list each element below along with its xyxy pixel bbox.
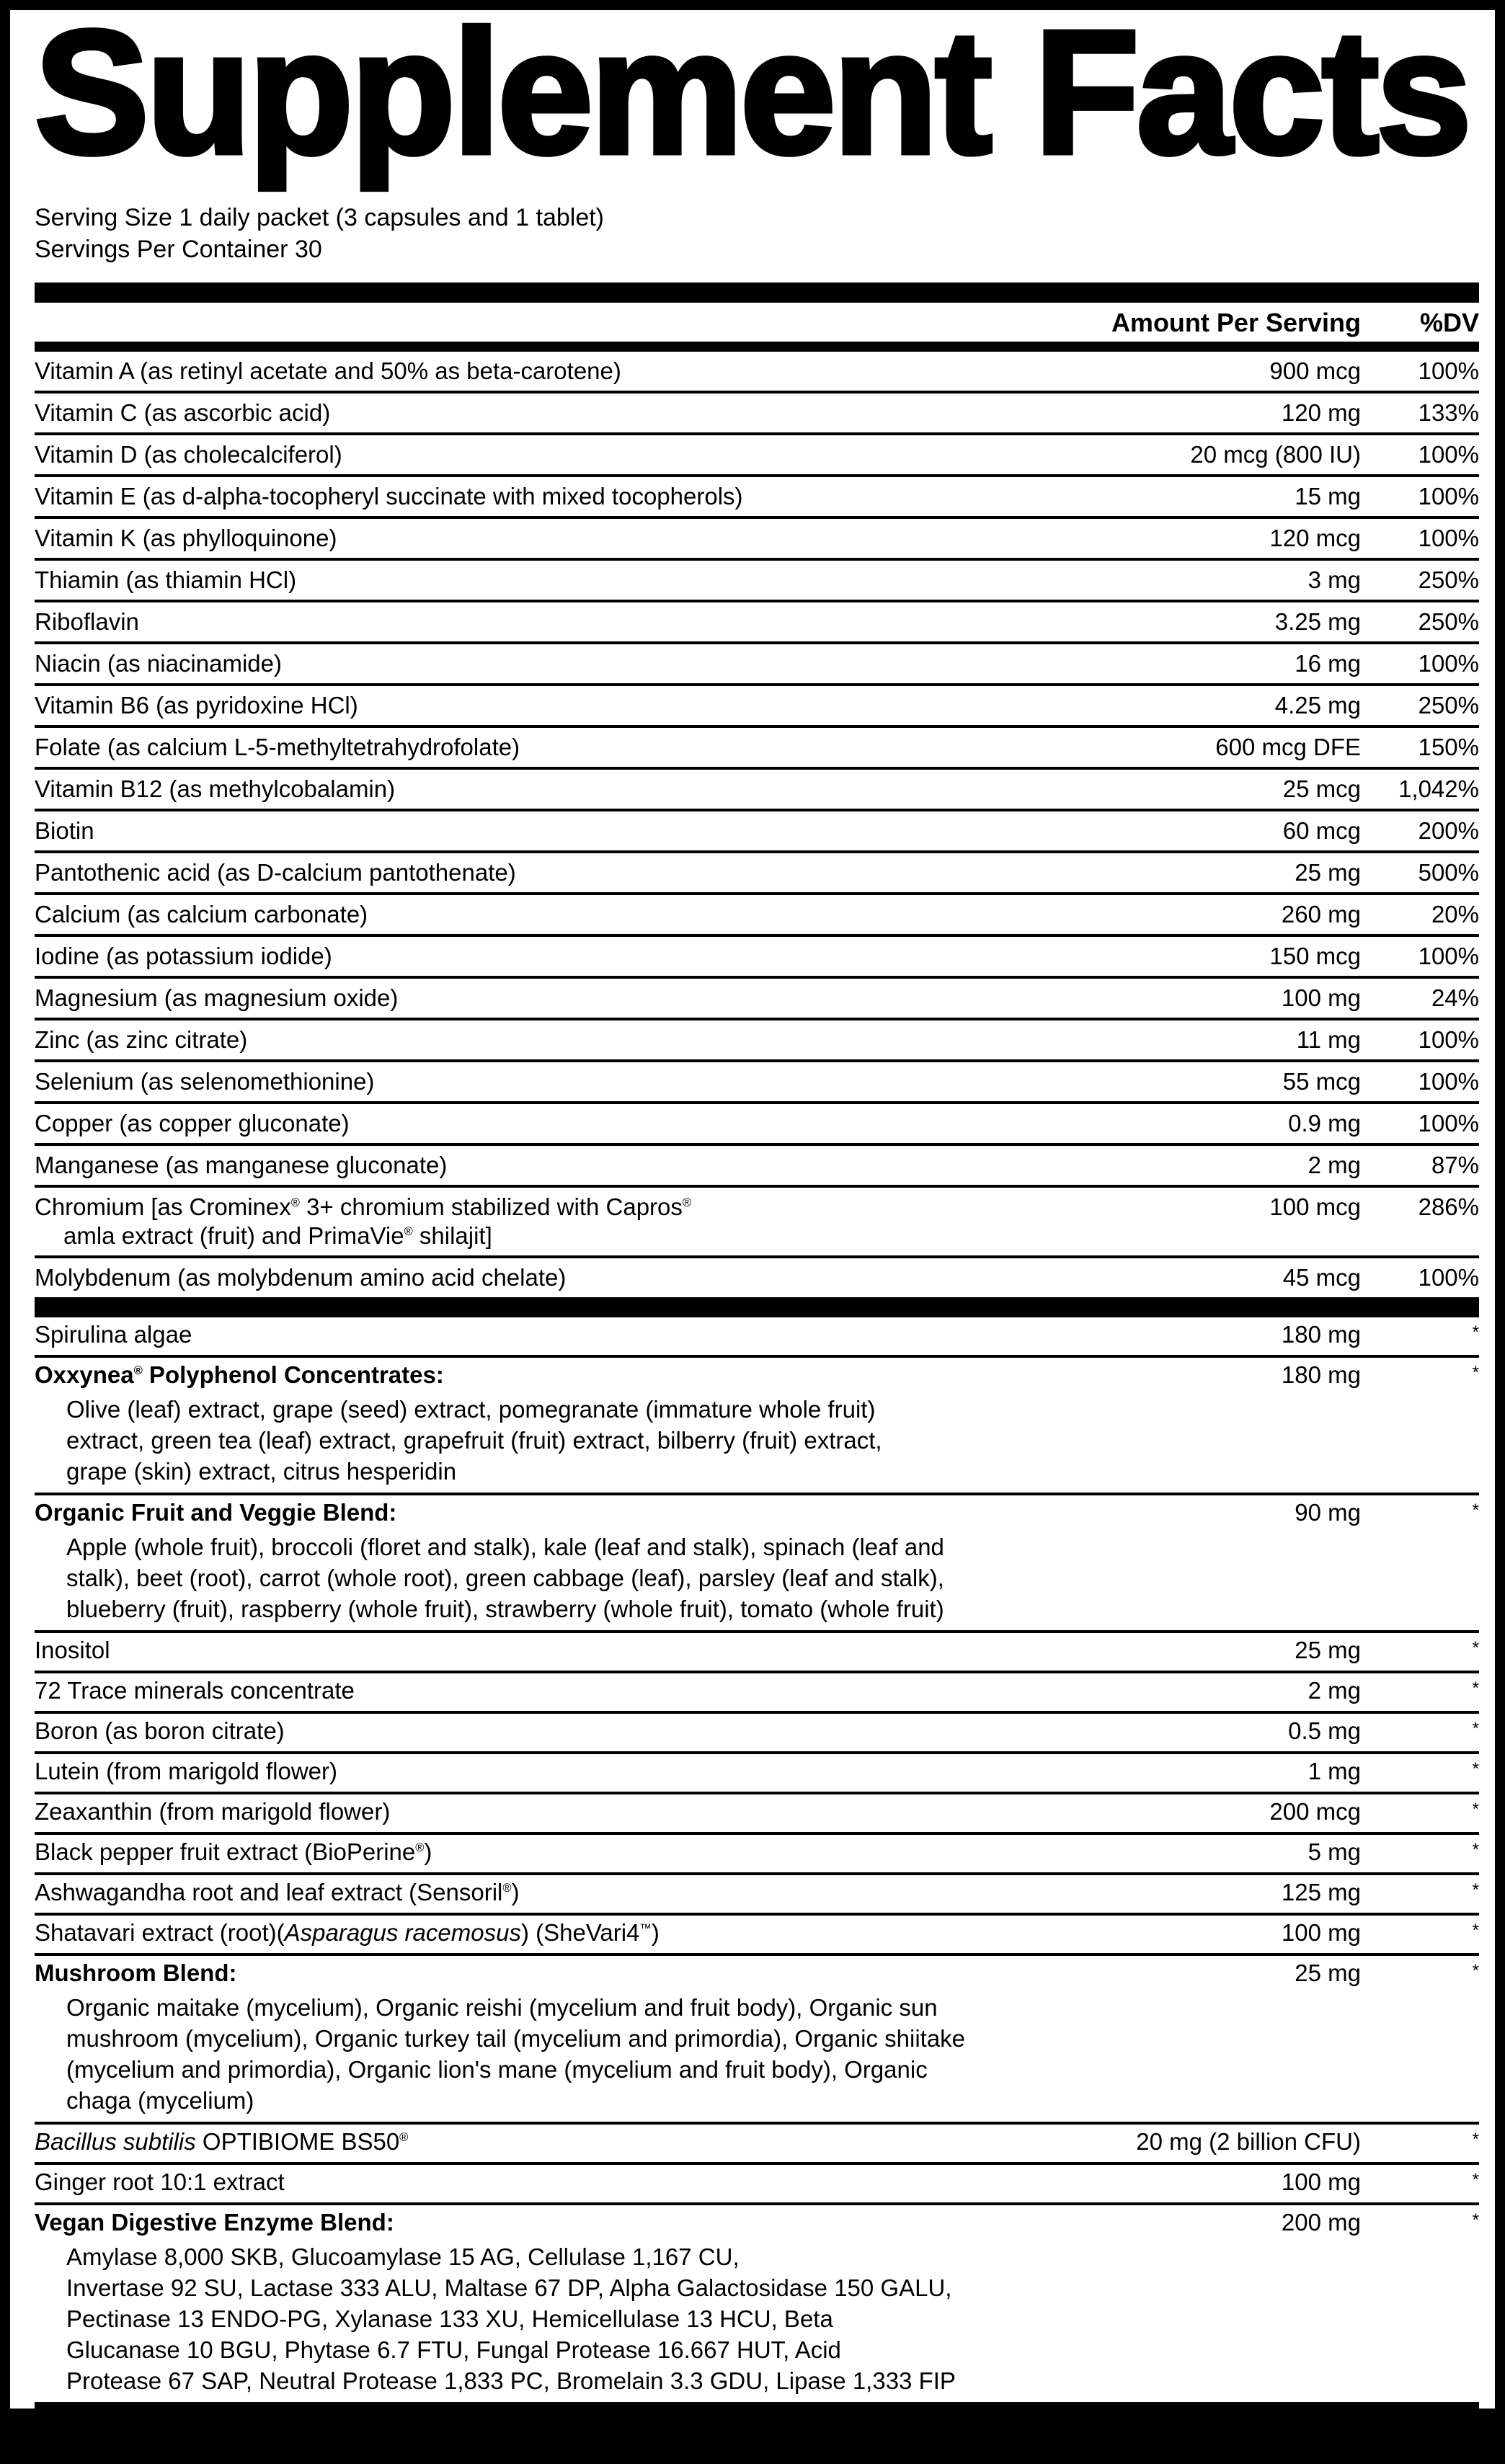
ingredient-amount: 20 mcg (800 IU) (1190, 441, 1361, 468)
dv-not-established-asterisk: * (1472, 1921, 1479, 1940)
ingredient-name: Lutein (from marigold flower) (35, 1758, 337, 1784)
ingredient-row-main (35, 775, 1479, 804)
ingredient-row-main (35, 1959, 1479, 1991)
ingredient-amount: 16 mg (1295, 650, 1361, 677)
ingredient-row (35, 728, 1479, 770)
ingredient-dv (1361, 2168, 1479, 2200)
ingredient-name: Bacillus subtilis OPTIBIOME BS50® (35, 2128, 409, 2155)
ingredient-dv: 250% (1418, 566, 1479, 593)
ingredient-row-main (35, 1109, 1479, 1138)
ingredient-row (35, 1020, 1479, 1062)
ingredient-row-main (35, 1193, 1479, 1250)
ingredient-table (35, 352, 1479, 2402)
ingredient-amount: 150 mcg (1269, 943, 1361, 969)
ingredient-dv: 200% (1418, 817, 1479, 844)
ingredient-amount: 260 mg (1281, 901, 1361, 928)
ingredient-name: Pantothenic acid (as D-calcium pantothenate) (35, 859, 516, 886)
ingredient-dv (1361, 2127, 1479, 2159)
dv-not-established-asterisk: * (1472, 1961, 1479, 1980)
ingredient-dv (1361, 1717, 1479, 1748)
ingredient-row (35, 1835, 1479, 1875)
ingredient-name: Oxxynea® Polyphenol Concentrates: (35, 1361, 444, 1388)
ingredient-row-main (35, 566, 1479, 595)
ingredient-row-main (35, 942, 1479, 971)
serving-size-line: Serving Size 1 daily packet (3 capsules and 1 tablet) (35, 204, 605, 231)
ingredient-row (35, 2165, 1479, 2205)
ingredient-row-main (35, 691, 1479, 720)
section-divider-bar (35, 1297, 1479, 1317)
ingredient-row-main (35, 1026, 1479, 1054)
ingredient-row (35, 1673, 1479, 1714)
ingredient-row-main (35, 2168, 1479, 2200)
ingredient-row (35, 770, 1479, 811)
ingredient-name: Vitamin B6 (as pyridoxine HCl) (35, 692, 358, 719)
ingredient-sub-ingredients: Amylase 8,000 SKB, Glucoamylase 15 AG, Cellulase 1,167 CU, Invertase 92 SU, Lactase 333 ALU, Maltase 67 DP, Alpha Galactosidase 150 GALU, Pectinase 13 ENDO-PG, Xylanase 133 XU, Hemicellulase 13 HCU, Beta Glucanase 10 BGU, Phytase 6.7 FTU, Fungal Protease 16.667 HUT, Acid Protease 67 SAP, Neutral Protease 1,833 PC, Bromelain 3.3 GDU, Lipase 1,333 FIP (66, 2243, 956, 2394)
ingredient-name: Copper (as copper gluconate) (35, 1110, 350, 1137)
supplement-facts-title (35, 0, 1473, 190)
ingredient-row (35, 1146, 1479, 1188)
ingredient-amount: 1 mg (1308, 1758, 1361, 1784)
ingredient-name: Vegan Digestive Enzyme Blend: (35, 2209, 394, 2236)
ingredient-row (35, 1358, 1479, 1495)
ingredient-name: Molybdenum (as molybdenum amino acid chelate) (35, 1264, 567, 1291)
ingredient-sub-ingredients: Organic maitake (mycelium), Organic reishi (mycelium and fruit body), Organic sun mushroom (mycelium), Organic turkey tail (mycelium and primordia), Organic shiitake (mycelium and primordia), Organic lion's mane (mycelium and fruit body), Organic chaga (mycelium) (66, 1994, 966, 2114)
ingredient-dv: 133% (1418, 399, 1479, 426)
ingredient-dv: 100% (1418, 1068, 1479, 1095)
ingredient-name: Vitamin E (as d-alpha-tocopheryl succinate with mixed tocopherols) (35, 483, 743, 510)
dv-not-established-asterisk: * (1472, 2210, 1479, 2230)
ingredient-dv: 24% (1431, 984, 1479, 1011)
ingredient-amount: 180 mg (1281, 1361, 1361, 1388)
page-title: Supplement Facts (35, 0, 1469, 190)
ingredient-dv: 87% (1431, 1152, 1479, 1178)
ingredient-row-main (35, 1797, 1479, 1829)
servings-per-container-line: Servings Per Container 30 (35, 236, 322, 263)
ingredient-row-main (35, 733, 1479, 762)
ingredient-amount: 45 mcg (1282, 1264, 1361, 1291)
ingredient-row-main (35, 1263, 1479, 1292)
ingredient-dv: 100% (1418, 943, 1479, 969)
ingredient-amount: 55 mcg (1282, 1068, 1361, 1095)
ingredient-row-main (35, 984, 1479, 1013)
ingredient-dv: 1,042% (1398, 775, 1479, 802)
ingredient-row-main (35, 608, 1479, 636)
ingredient-name: Organic Fruit and Veggie Blend: (35, 1499, 397, 1526)
ingredient-row (35, 1916, 1479, 1956)
dv-not-established-asterisk: * (1472, 1800, 1479, 1819)
ingredient-name: Inositol (35, 1637, 110, 1663)
ingredient-row-main (35, 817, 1479, 845)
ingredient-row (35, 602, 1479, 644)
ingredient-row-main (35, 1320, 1479, 1352)
ingredient-row-main (35, 399, 1479, 427)
ingredient-row (35, 811, 1479, 853)
ingredient-name: Magnesium (as magnesium oxide) (35, 984, 399, 1011)
ingredient-name: Mushroom Blend: (35, 1960, 237, 1986)
ingredient-row-main (35, 1838, 1479, 1869)
dv-column-header: %DV (1419, 308, 1479, 337)
ingredient-dv: 100% (1418, 650, 1479, 677)
ingredient-dv (1361, 1361, 1479, 1392)
ingredient-row (35, 853, 1479, 895)
ingredient-row (35, 1062, 1479, 1104)
ingredient-row (35, 1875, 1479, 1916)
ingredient-row (35, 1104, 1479, 1146)
ingredient-amount: 100 mg (1281, 1919, 1361, 1946)
ingredient-amount: 5 mg (1308, 1838, 1361, 1865)
ingredient-amount: 20 mg (2 billion CFU) (1136, 2128, 1361, 2155)
ingredient-dv: 500% (1418, 859, 1479, 886)
ingredient-row-main (35, 357, 1479, 386)
ingredient-row-main (35, 1067, 1479, 1096)
ingredient-row-main (35, 858, 1479, 887)
ingredient-name: Selenium (as selenomethionine) (35, 1068, 375, 1095)
ingredient-row (35, 1495, 1479, 1633)
ingredient-row-main (35, 1636, 1479, 1668)
column-header-divider-bar (35, 342, 1479, 352)
ingredient-row-main (35, 524, 1479, 553)
ingredient-row (35, 1714, 1479, 1754)
ingredient-amount: 125 mg (1281, 1879, 1361, 1905)
ingredient-amount: 2 mg (1308, 1677, 1361, 1704)
ingredient-row (35, 561, 1479, 602)
ingredient-name: Vitamin D (as cholecalciferol) (35, 441, 342, 468)
dv-not-established-asterisk: * (1472, 1840, 1479, 1859)
ingredient-amount: 25 mcg (1282, 775, 1361, 802)
ingredient-name: Spirulina algae (35, 1321, 192, 1348)
ingredient-row (35, 1794, 1479, 1835)
ingredient-row-main (35, 1717, 1479, 1748)
ingredient-name: Biotin (35, 817, 94, 844)
ingredient-dv: 100% (1418, 1110, 1479, 1137)
serving-info (35, 202, 1479, 265)
ingredient-row (35, 393, 1479, 435)
ingredient-row-main (35, 649, 1479, 678)
dv-not-established-asterisk: * (1472, 2170, 1479, 2189)
ingredient-name: Vitamin B12 (as methylcobalamin) (35, 775, 396, 802)
ingredient-amount: 3.25 mg (1274, 608, 1361, 635)
ingredient-row (35, 895, 1479, 937)
ingredient-sub-ingredients: Apple (whole fruit), broccoli (floret and stalk), kale (leaf and stalk), spinach (leaf and stalk), beet (root), carrot (whole root), green cabbage (leaf), parsley (leaf and stalk), blueberry (fruit), raspberry (whole fruit), strawberry (whole fruit), tomato (whole fruit) (66, 1534, 944, 1622)
ingredient-amount: 90 mg (1295, 1499, 1361, 1526)
ingredient-name: Vitamin C (as ascorbic acid) (35, 399, 331, 426)
ingredient-dv (1361, 1676, 1479, 1708)
ingredient-name: Shatavari extract (root)(Asparagus racemosus) (SheVari4™) (35, 1919, 660, 1946)
ingredient-row-main (35, 2127, 1479, 2159)
ingredient-dv: 100% (1418, 483, 1479, 510)
ingredient-dv (1361, 1320, 1479, 1352)
ingredient-name: Zinc (as zinc citrate) (35, 1026, 248, 1053)
ingredient-amount: 3 mg (1308, 566, 1361, 593)
ingredient-row-main (35, 1878, 1479, 1910)
ingredient-amount: 25 mg (1295, 1960, 1361, 1986)
ingredient-row-main (35, 1361, 1479, 1392)
ingredient-dv (1361, 1636, 1479, 1668)
ingredient-row-main (35, 1151, 1479, 1180)
ingredient-amount: 0.9 mg (1288, 1110, 1361, 1137)
dv-not-established-asterisk: * (1472, 1638, 1479, 1658)
ingredient-name: Vitamin A (as retinyl acetate and 50% as beta-carotene) (35, 357, 621, 384)
ingredient-amount: 2 mg (1308, 1152, 1361, 1178)
ingredient-row-main (35, 1676, 1479, 1708)
ingredient-dv (1361, 1838, 1479, 1869)
ingredient-row (35, 2125, 1479, 2165)
ingredient-row-main (35, 1918, 1479, 1950)
ingredient-amount: 100 mcg (1269, 1193, 1361, 1220)
dv-not-established-asterisk: * (1472, 1322, 1479, 1342)
ingredient-amount: 120 mg (1281, 399, 1361, 426)
ingredient-row (35, 1188, 1479, 1258)
ingredient-name: Thiamin (as thiamin HCl) (35, 566, 297, 593)
ingredient-amount: 200 mcg (1269, 1798, 1361, 1825)
ingredient-dv: 250% (1418, 608, 1479, 635)
ingredient-dv: 100% (1418, 357, 1479, 384)
ingredient-dv (1361, 1918, 1479, 1950)
header-divider-bar (35, 283, 1479, 303)
footnote-divider-bar (35, 2402, 1479, 2422)
ingredient-dv: 100% (1418, 1264, 1479, 1291)
dv-not-established-asterisk: * (1472, 1500, 1479, 1520)
dv-not-established-asterisk: * (1472, 2130, 1479, 2149)
ingredient-name: Black pepper fruit extract (BioPerine®) (35, 1838, 432, 1865)
ingredient-dv (1361, 2208, 1479, 2240)
ingredient-name: Boron (as boron citrate) (35, 1717, 285, 1744)
ingredient-amount: 60 mcg (1282, 817, 1361, 844)
ingredient-row (35, 1633, 1479, 1673)
ingredient-row-main (35, 1757, 1479, 1789)
column-header-row (35, 303, 1479, 342)
ingredient-name: Riboflavin (35, 608, 139, 635)
supplement-facts-label (10, 0, 1495, 2463)
ingredient-dv (1361, 1498, 1479, 1530)
ingredient-amount: 120 mcg (1269, 525, 1361, 551)
dv-not-established-asterisk: * (1472, 1678, 1479, 1698)
ingredient-amount: 200 mg (1281, 2209, 1361, 2236)
ingredient-row (35, 519, 1479, 561)
ingredient-dv (1361, 1757, 1479, 1789)
ingredient-name: 72 Trace minerals concentrate (35, 1677, 355, 1704)
ingredient-amount: 100 mg (1281, 984, 1361, 1011)
ingredient-amount: 11 mg (1296, 1026, 1361, 1053)
ingredient-amount: 180 mg (1281, 1321, 1361, 1348)
ingredient-dv: 250% (1418, 692, 1479, 719)
ingredient-dv (1361, 1959, 1479, 1991)
ingredient-row-main (35, 2208, 1479, 2240)
ingredient-amount: 15 mg (1295, 483, 1361, 510)
ingredient-dv (1361, 1878, 1479, 1910)
dv-not-established-asterisk: * (1472, 1880, 1479, 1900)
ingredient-name: Zeaxanthin (from marigold flower) (35, 1798, 391, 1825)
ingredient-sub-ingredients: Olive (leaf) extract, grape (seed) extract, pomegranate (immature whole fruit) extract, green tea (leaf) extract, grapefruit (fruit) extract, bilberry (fruit) extract, grape (skin) extract, citrus hesperidin (66, 1396, 882, 1485)
ingredient-row (35, 1956, 1479, 2125)
ingredient-name: Ginger root 10:1 extract (35, 2169, 285, 2195)
ingredient-name: Iodine (as potassium iodide) (35, 943, 332, 969)
ingredient-name: Calcium (as calcium carbonate) (35, 901, 368, 928)
ingredient-dv: 20% (1431, 901, 1479, 928)
ingredient-row (35, 686, 1479, 728)
ingredient-amount: 0.5 mg (1288, 1717, 1361, 1744)
ingredient-row (35, 644, 1479, 686)
dv-not-established-asterisk: * (1472, 1719, 1479, 1738)
ingredient-amount: 900 mcg (1269, 357, 1361, 384)
ingredient-row (35, 1258, 1479, 1297)
ingredient-name: Niacin (as niacinamide) (35, 650, 282, 677)
ingredient-row (35, 352, 1479, 393)
dv-not-established-asterisk: * (1472, 1759, 1479, 1779)
ingredient-dv (1361, 1797, 1479, 1829)
ingredient-name: Manganese (as manganese gluconate) (35, 1152, 448, 1178)
ingredient-row (35, 1754, 1479, 1794)
ingredient-name: Ashwagandha root and leaf extract (Sensoril®) (35, 1879, 520, 1905)
ingredient-row (35, 477, 1479, 519)
ingredient-name: Folate (as calcium L-5-methyltetrahydrofolate) (35, 734, 520, 760)
ingredient-name: Chromium [as Crominex® 3+ chromium stabilized with Capros® amla extract (fruit) and PrimaVie® shilajit] (35, 1193, 692, 1249)
ingredient-row (35, 2205, 1479, 2402)
ingredient-row-main (35, 440, 1479, 469)
ingredient-row-main (35, 482, 1479, 511)
dv-not-established-asterisk: * (1472, 1363, 1479, 1382)
ingredient-name: Vitamin K (as phylloquinone) (35, 525, 337, 551)
ingredient-row (35, 435, 1479, 477)
ingredient-amount: 25 mg (1295, 1637, 1361, 1663)
ingredient-dv: 100% (1418, 441, 1479, 468)
ingredient-row (35, 937, 1479, 979)
ingredient-dv: 286% (1418, 1193, 1479, 1220)
ingredient-dv: 150% (1418, 734, 1479, 760)
ingredient-amount: 25 mg (1295, 859, 1361, 886)
ingredient-dv: 100% (1418, 1026, 1479, 1053)
amount-column-header: Amount Per Serving (1111, 308, 1361, 337)
ingredient-amount: 600 mcg DFE (1215, 734, 1361, 760)
ingredient-dv: 100% (1418, 525, 1479, 551)
ingredient-row-main (35, 1498, 1479, 1530)
ingredient-row-main (35, 900, 1479, 929)
ingredient-amount: 4.25 mg (1274, 692, 1361, 719)
ingredient-row (35, 1317, 1479, 1358)
daily-value-footnote: * Daily Value (DV) not established. (35, 2435, 409, 2463)
ingredient-amount: 100 mg (1281, 2169, 1361, 2195)
ingredient-row (35, 979, 1479, 1020)
